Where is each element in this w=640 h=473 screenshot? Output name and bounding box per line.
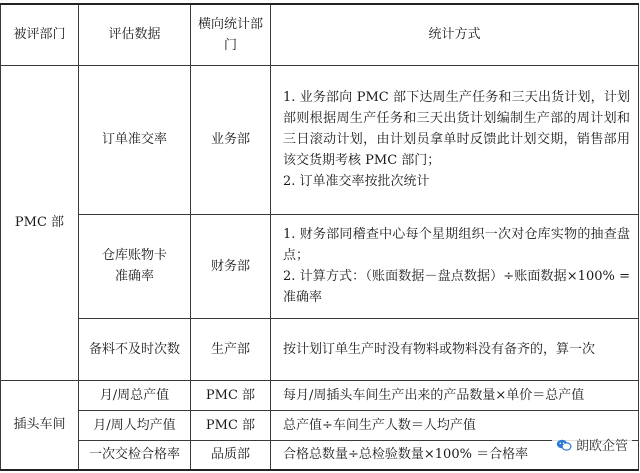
stat-dept-cell: 生产部 — [191, 318, 271, 380]
table-row — [1, 380, 639, 410]
metric-cell: 订单准交率 — [79, 65, 191, 214]
table-row — [1, 65, 639, 214]
table-row — [1, 410, 639, 440]
method-cell — [271, 214, 639, 318]
method-line: 1. 财务部同稽查中心每个星期组织一次对仓库实物的抽查盘点； — [283, 227, 630, 263]
header-method: 统计方式 — [271, 4, 639, 65]
stat-dept-cell: 业务部 — [191, 65, 271, 214]
dept-cell-pmc: PMC 部 — [1, 65, 79, 380]
method-line: 1. 业务部向 PMC 部下达周生产任务和三天出货计划，计划部则根据周生产任务和三天出货计划编制生产部的周计划和三日滚动计划，由计划员拿单时反馈此计划交期，销售部用该交货期考核 PMC 部门； — [283, 90, 630, 168]
metric-cell: 一次交检合格率 — [79, 440, 191, 470]
table-row — [1, 318, 639, 380]
metric-cell: 备料不及时次数 — [79, 318, 191, 380]
header-row — [1, 4, 639, 65]
header-stat-dept: 横向统计部门 — [191, 4, 271, 65]
dept-cell-plug-workshop: 插头车间 — [1, 380, 79, 470]
method-cell — [271, 318, 639, 380]
method-line: 2. 订单准交率按批次统计 — [283, 174, 430, 189]
metric-cell — [79, 214, 191, 318]
method-line: 按计划订单生产时没有物料或物料没有备齐的，算一次 — [283, 341, 596, 357]
method-cell: 合格总数量÷总检验数量×100% ＝合格率 — [271, 440, 639, 470]
evaluation-table — [0, 3, 639, 471]
table-row — [1, 214, 639, 318]
watermark-text: 朗欧企管 — [575, 439, 628, 454]
stat-dept-cell: PMC 部 — [191, 410, 271, 440]
metric-cell: 月/周总产值 — [79, 380, 191, 410]
header-metric: 评估数据 — [79, 4, 191, 65]
stat-dept-cell: PMC 部 — [191, 380, 271, 410]
stat-dept-cell: 品质部 — [191, 440, 271, 470]
method-cell: 每月/周插头车间生产出来的产品数量×单价＝总产值 — [271, 380, 639, 410]
method-cell — [271, 65, 639, 214]
metric-label: 仓库账物卡准确率 — [101, 248, 167, 284]
chat-bubble-icon — [556, 437, 572, 453]
metric-cell: 月/周人均产值 — [79, 410, 191, 440]
method-cell: 总产值÷车间生产人数＝人均产值 — [271, 410, 639, 440]
table-row — [1, 440, 639, 470]
header-evaluated-dept: 被评部门 — [1, 4, 79, 65]
watermark — [552, 434, 632, 455]
method-line: 2. 计算方式：（账面数据－盘点数据）÷账面数据×100% =准确率 — [283, 269, 630, 305]
stat-dept-cell: 财务部 — [191, 214, 271, 318]
